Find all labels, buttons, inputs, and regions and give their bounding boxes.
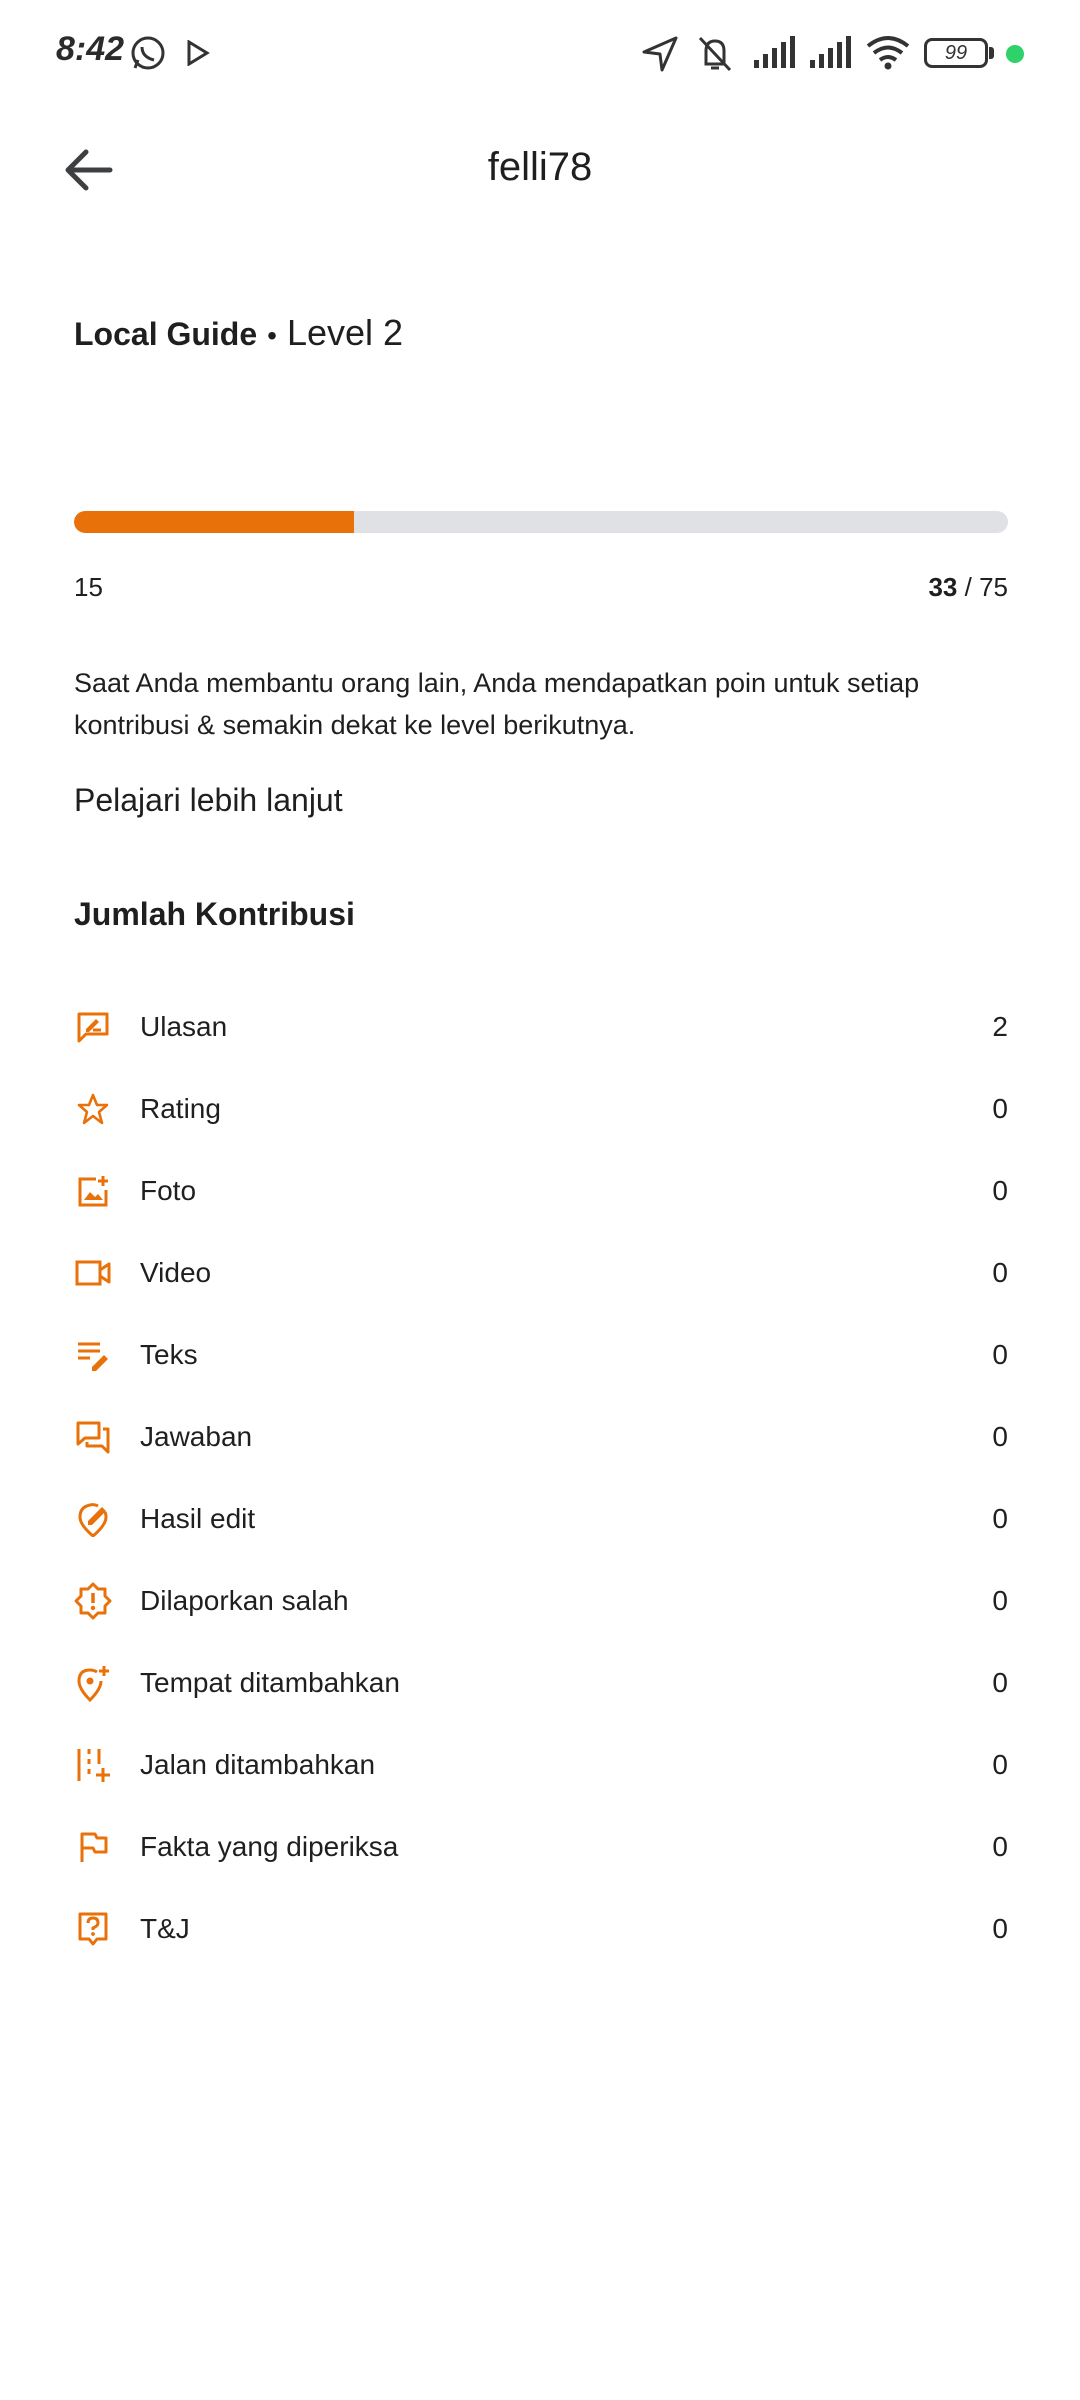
contribution-label: Rating [140, 1093, 221, 1124]
wifi-icon [864, 32, 912, 72]
qa-icon [74, 1910, 112, 1948]
contribution-label: Jawaban [140, 1421, 253, 1452]
contribution-label: Teks [140, 1339, 198, 1370]
contribution-label: Dilaporkan salah [140, 1585, 349, 1616]
learn-more-link[interactable]: Pelajari lebih lanjut [74, 782, 343, 818]
contribution-row-places-added[interactable] [74, 1642, 1008, 1724]
contribution-count: 0 [992, 1913, 1008, 1944]
level-progress-bar [74, 511, 1008, 533]
contribution-count: 0 [992, 1421, 1008, 1452]
contribution-label: Ulasan [140, 1011, 228, 1042]
page-title: felli78 [487, 145, 593, 189]
contribution-row-text[interactable] [74, 1314, 1008, 1396]
contribution-count: 0 [992, 1175, 1008, 1206]
progress-current-value: 33 [928, 572, 958, 602]
separator-dot: • [267, 320, 277, 351]
level-progress-fill [74, 511, 354, 533]
report-icon [74, 1582, 112, 1620]
contribution-row-photos[interactable] [74, 1150, 1008, 1232]
status-time: 8:42 [56, 30, 125, 68]
contribution-count: 0 [992, 1503, 1008, 1534]
battery-icon: 99 [924, 38, 988, 68]
contribution-count: 0 [992, 1667, 1008, 1698]
contribution-count: 0 [992, 1831, 1008, 1862]
progress-start-value: 15 [74, 572, 103, 602]
contribution-row-facts-checked[interactable] [74, 1806, 1008, 1888]
contribution-row-answers[interactable] [74, 1396, 1008, 1478]
level-label: Level 2 [286, 312, 404, 353]
play-icon [186, 40, 210, 66]
status-bar [0, 0, 1080, 110]
contribution-row-ratings[interactable] [74, 1068, 1008, 1150]
progress-target-value: / 75 [964, 572, 1008, 602]
contribution-label: Tempat ditambahkan [140, 1667, 400, 1698]
whatsapp-icon [128, 34, 168, 74]
contribution-label: Jalan ditambahkan [140, 1749, 376, 1780]
add-place-icon [74, 1664, 112, 1702]
contribution-count: 0 [992, 1339, 1008, 1370]
contribution-count: 0 [992, 1585, 1008, 1616]
edit-place-icon [74, 1500, 112, 1538]
level-header [74, 312, 403, 354]
contribution-label: Hasil edit [140, 1503, 256, 1534]
contributions-list [74, 986, 1008, 1970]
contribution-count: 0 [992, 1749, 1008, 1780]
location-arrow-icon [640, 34, 680, 74]
progress-points [928, 572, 1008, 603]
contribution-row-videos[interactable] [74, 1232, 1008, 1314]
add-road-icon [74, 1746, 112, 1784]
flag-icon [74, 1828, 112, 1866]
answers-icon [74, 1418, 112, 1456]
contribution-count: 2 [992, 1011, 1008, 1042]
contributions-section-title: Jumlah Kontribusi [74, 896, 355, 932]
contribution-row-reviews[interactable] [74, 986, 1008, 1068]
contribution-label: Foto [140, 1175, 197, 1206]
contribution-label: Video [140, 1257, 212, 1288]
add-photo-icon [74, 1172, 112, 1210]
contribution-count: 0 [992, 1257, 1008, 1288]
contribution-row-roads-added[interactable] [74, 1724, 1008, 1806]
contribution-row-edits[interactable] [74, 1478, 1008, 1560]
local-guide-label: Local Guide [74, 316, 258, 352]
contribution-row-reported-wrong[interactable] [74, 1560, 1008, 1642]
star-icon [74, 1090, 112, 1128]
contribution-row-qa[interactable] [74, 1888, 1008, 1970]
level-description: Saat Anda membantu orang lain, Anda mendapatkan poin untuk setiap kontribusi & semakin dekat ke level berikutnya. [74, 668, 920, 740]
review-icon [74, 1008, 112, 1046]
text-edit-icon [74, 1336, 112, 1374]
contribution-count: 0 [992, 1093, 1008, 1124]
privacy-indicator-dot [1006, 45, 1024, 63]
video-icon [74, 1254, 112, 1292]
contribution-label: Fakta yang diperiksa [140, 1831, 399, 1862]
contribution-label: T&J [140, 1913, 190, 1944]
signal-icon [808, 34, 854, 70]
signal-icon [752, 34, 798, 70]
mute-icon [692, 34, 738, 74]
battery-tip [989, 47, 994, 59]
